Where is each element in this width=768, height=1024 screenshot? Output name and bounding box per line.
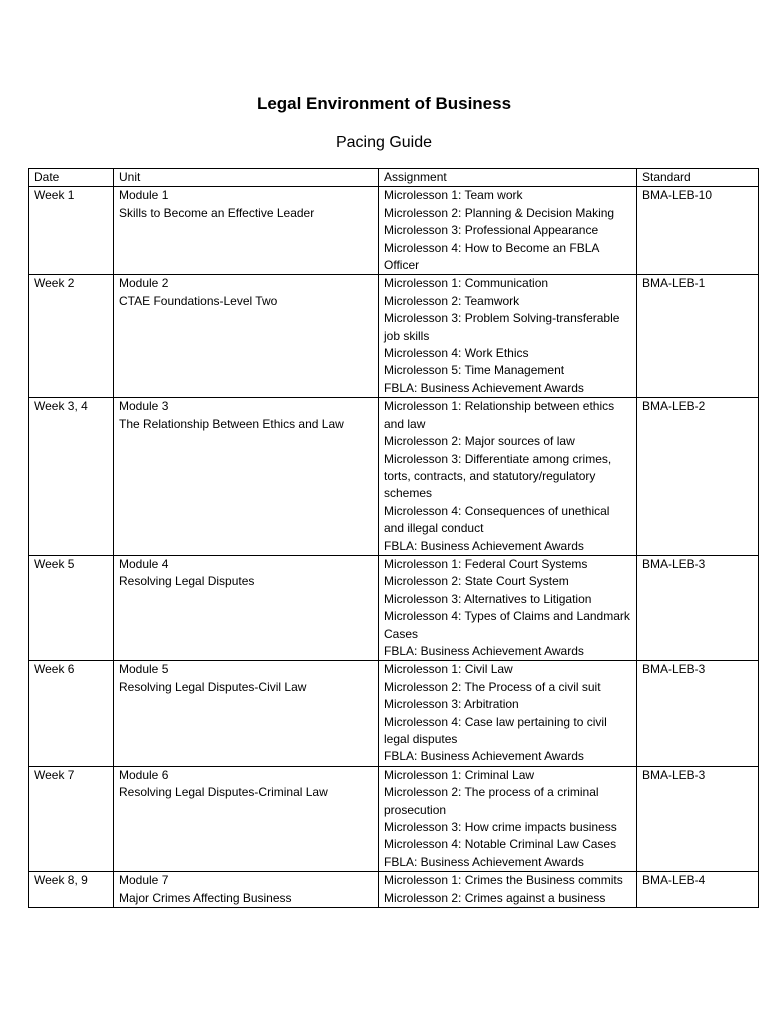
header-standard: Standard bbox=[637, 169, 759, 187]
assignment-item: Microlesson 2: Major sources of law bbox=[384, 434, 575, 449]
cell-assignment bbox=[379, 766, 637, 871]
assignment-item: Microlesson 2: The Process of a civil suit bbox=[384, 679, 601, 694]
assignment-item: Microlesson 1: Crimes the Business commits bbox=[384, 873, 623, 888]
pacing-guide-table bbox=[28, 168, 759, 908]
cell-unit bbox=[114, 187, 379, 275]
assignment-item: Microlesson 5: Time Management bbox=[384, 363, 565, 378]
assignment-item: Microlesson 3: Professional Appearance bbox=[384, 223, 599, 238]
cell-assignment bbox=[379, 661, 637, 766]
assignment-item: Microlesson 1: Civil Law bbox=[384, 662, 513, 677]
module-label: Module 5 bbox=[119, 662, 169, 677]
module-label: Module 2 bbox=[119, 276, 169, 291]
cell-unit bbox=[114, 661, 379, 766]
cell-standard: BMA-LEB-10 bbox=[637, 187, 759, 275]
cell-assignment bbox=[379, 872, 637, 908]
unit-title: The Relationship Between Ethics and Law bbox=[119, 416, 344, 431]
assignment-item: Microlesson 3: Alternatives to Litigation bbox=[384, 591, 592, 606]
unit-title: CTAE Foundations-Level Two bbox=[119, 293, 278, 308]
cell-date: Week 8, 9 bbox=[29, 872, 114, 908]
assignment-item: Microlesson 4: Notable Criminal Law Cases bbox=[384, 837, 617, 852]
module-label: Module 3 bbox=[119, 399, 169, 414]
assignment-item: Microlesson 3: Arbitration bbox=[384, 697, 519, 712]
cell-unit bbox=[114, 398, 379, 556]
cell-date: Week 1 bbox=[29, 187, 114, 275]
cell-date: Week 3, 4 bbox=[29, 398, 114, 556]
assignment-item: Microlesson 3: Differentiate among crimes, torts, contracts, and statutory/regulatory schemes bbox=[384, 451, 612, 501]
cell-standard: BMA-LEB-1 bbox=[637, 275, 759, 398]
assignment-item: Microlesson 3: How crime impacts business bbox=[384, 820, 617, 835]
cell-standard: BMA-LEB-3 bbox=[637, 661, 759, 766]
cell-assignment bbox=[379, 275, 637, 398]
unit-title: Resolving Legal Disputes-Civil Law bbox=[119, 679, 307, 694]
assignment-item: Microlesson 1: Criminal Law bbox=[384, 767, 535, 782]
cell-assignment bbox=[379, 398, 637, 556]
table-row bbox=[29, 187, 759, 275]
assignment-item: Microlesson 3: Problem Solving-transferable job skills bbox=[384, 311, 620, 343]
assignment-item: Microlesson 2: The process of a criminal prosecution bbox=[384, 785, 599, 817]
module-label: Module 4 bbox=[119, 556, 169, 571]
assignment-item: Microlesson 2: Crimes against a business bbox=[384, 890, 606, 905]
assignment-item: Microlesson 1: Communication bbox=[384, 276, 549, 291]
document-title: Legal Environment of Business bbox=[256, 94, 512, 113]
table-body bbox=[29, 187, 759, 908]
table-row bbox=[29, 275, 759, 398]
assignment-item: Microlesson 2: Teamwork bbox=[384, 293, 520, 308]
assignment-item: FBLA: Business Achievement Awards bbox=[384, 854, 584, 869]
cell-unit bbox=[114, 275, 379, 398]
cell-assignment bbox=[379, 555, 637, 660]
cell-standard: BMA-LEB-4 bbox=[637, 872, 759, 908]
header-unit: Unit bbox=[114, 169, 379, 187]
cell-date: Week 5 bbox=[29, 555, 114, 660]
assignment-item: FBLA: Business Achievement Awards bbox=[384, 643, 584, 658]
module-label: Module 1 bbox=[119, 188, 169, 203]
assignment-item: Microlesson 2: State Court System bbox=[384, 574, 569, 589]
cell-unit bbox=[114, 766, 379, 871]
assignment-item: FBLA: Business Achievement Awards bbox=[384, 749, 584, 764]
assignment-item: Microlesson 2: Planning & Decision Making bbox=[384, 205, 615, 220]
cell-unit bbox=[114, 555, 379, 660]
cell-date: Week 6 bbox=[29, 661, 114, 766]
cell-standard: BMA-LEB-3 bbox=[637, 555, 759, 660]
assignment-item: Microlesson 4: Types of Claims and Landmark Cases bbox=[384, 609, 630, 641]
unit-title: Major Crimes Affecting Business bbox=[119, 890, 292, 905]
module-label: Module 7 bbox=[119, 873, 169, 888]
table-row bbox=[29, 398, 759, 556]
cell-date: Week 7 bbox=[29, 766, 114, 871]
assignment-item: Microlesson 4: Case law pertaining to civil legal disputes bbox=[384, 714, 607, 746]
assignment-item: Microlesson 4: Work Ethics bbox=[384, 346, 529, 361]
cell-unit bbox=[114, 872, 379, 908]
table-row bbox=[29, 555, 759, 660]
module-label: Module 6 bbox=[119, 767, 169, 782]
cell-assignment bbox=[379, 187, 637, 275]
table-row bbox=[29, 661, 759, 766]
header-date: Date bbox=[29, 169, 114, 187]
assignment-item: Microlesson 4: How to Become an FBLA Officer bbox=[384, 240, 599, 273]
assignment-item: FBLA: Business Achievement Awards bbox=[384, 380, 584, 395]
unit-title: Resolving Legal Disputes-Criminal Law bbox=[119, 785, 328, 800]
assignment-item: Microlesson 4: Consequences of unethical and illegal conduct bbox=[384, 503, 610, 536]
table-row bbox=[29, 872, 759, 908]
header-assignment: Assignment bbox=[379, 169, 637, 187]
table-row bbox=[29, 766, 759, 871]
cell-date: Week 2 bbox=[29, 275, 114, 398]
cell-standard: BMA-LEB-3 bbox=[637, 766, 759, 871]
document-subtitle: Pacing Guide bbox=[335, 134, 433, 151]
assignment-item: Microlesson 1: Team work bbox=[384, 188, 523, 203]
table-header-row bbox=[29, 169, 759, 187]
unit-title: Resolving Legal Disputes bbox=[119, 574, 255, 589]
unit-title: Skills to Become an Effective Leader bbox=[119, 205, 315, 220]
assignment-item: FBLA: Business Achievement Awards bbox=[384, 538, 584, 553]
assignment-item: Microlesson 1: Relationship between ethics and law bbox=[384, 399, 615, 431]
cell-standard: BMA-LEB-2 bbox=[637, 398, 759, 556]
assignment-item: Microlesson 1: Federal Court Systems bbox=[384, 556, 588, 571]
